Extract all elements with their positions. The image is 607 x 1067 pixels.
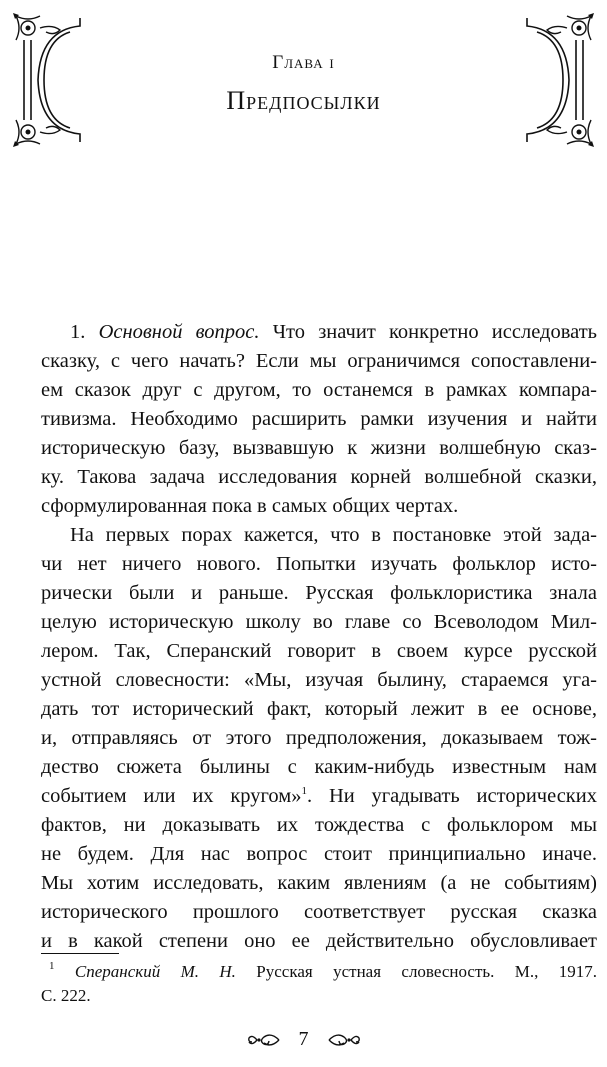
paragraph-1-line-5: историческую базу, вызвавшую к жизни волшебную сказ- [41,437,597,459]
paragraph-1-line-4: тивизма. Необходимо расширить рамки изучения и найти [41,408,597,430]
paragraph-2-line-7: дать тот исторический факт, который лежит в ее основе, [41,698,597,720]
paragraph-2-line-13: Мы хотим исследовать, каким явлениям (а не событиям) [41,872,597,894]
paragraph-1-line-6: ку. Такова задача исследования корней волшебной сказки, [41,466,597,488]
page-footer [0,1028,607,1058]
footnote [41,960,597,1008]
paragraph-2-line-11: фактов, ни доказывать их тождества с фольклором мы [41,814,597,836]
page-flourish-right-icon [327,1029,361,1051]
paragraph-2-line-10-a: событием или их кругом» [41,785,302,807]
paragraph-1-line-3: ем сказок друг с другом, то останемся в рамках компара- [41,379,597,401]
paragraph-1-line-7: сформулированная пока в самых общих чертах. [41,495,459,517]
paragraph-2-line-8: и, отправляясь от этого предположения, доказываем тож- [41,727,597,749]
footnote-separator [41,953,119,954]
paragraph-2-line-9: дество сюжета былины с каким-нибудь известным нам [41,756,597,778]
chapter-title: Предпосылки [226,86,381,115]
section-number: 1. [70,321,86,343]
paragraph-2-line-2: чи нет ничего нового. Попытки изучать фольклор исто- [41,553,597,575]
footnote-line-1-text: Русская устная словесность. М., 1917. [256,962,598,981]
paragraph-2-line-4: целую историческую школу во главе со Всеволодом Мил- [41,611,597,633]
footnote-reference[interactable]: 1 [301,785,308,797]
chapter-label: Глава i [272,52,335,73]
paragraph-2-line-3: рически были и раньше. Русская фольклористика знала [41,582,597,604]
page-number: 7 [298,1028,309,1050]
paragraph-1-line-2: сказку, с чего начать? Если мы ограничимся сопоставлени- [41,350,597,372]
corner-ornament-left [10,10,94,150]
paragraph-2-line-10-b: . Ни угадывать исторических [307,785,597,807]
paragraph-1-line-1-text: Что значит конкретно исследовать [272,321,598,343]
paragraph-2-line-6: устной словесности: «Мы, изучая былину, стараемся уга- [41,669,597,691]
footnote-marker: 1 [49,960,55,972]
paragraph-2-line-12: не будем. Для нас вопрос стоит принципиально иначе. [41,843,597,865]
footnote-author: Сперанский М. Н. [74,962,236,981]
section-heading: Основной вопрос. [98,321,260,343]
footnote-line-2: С. 222. [41,986,91,1005]
paragraph-2-line-14: исторического прошлого соответствует русская сказка [41,901,597,923]
paragraph-2-line-10 [41,782,597,811]
footnote-line-1 [41,960,597,984]
body-text [41,318,597,956]
paragraph-2-line-15: и в какой степени оно ее действительно обусловливает [41,930,597,952]
paragraph-2-line-5: лером. Так, Сперанский говорит в своем курсе русской [41,640,597,662]
page-flourish-left-icon [247,1029,281,1051]
corner-ornament-right [513,10,597,150]
paragraph-1-line-1 [41,318,597,347]
paragraph-2-line-1: На первых порах кажется, что в постановке этой зада- [70,524,597,546]
